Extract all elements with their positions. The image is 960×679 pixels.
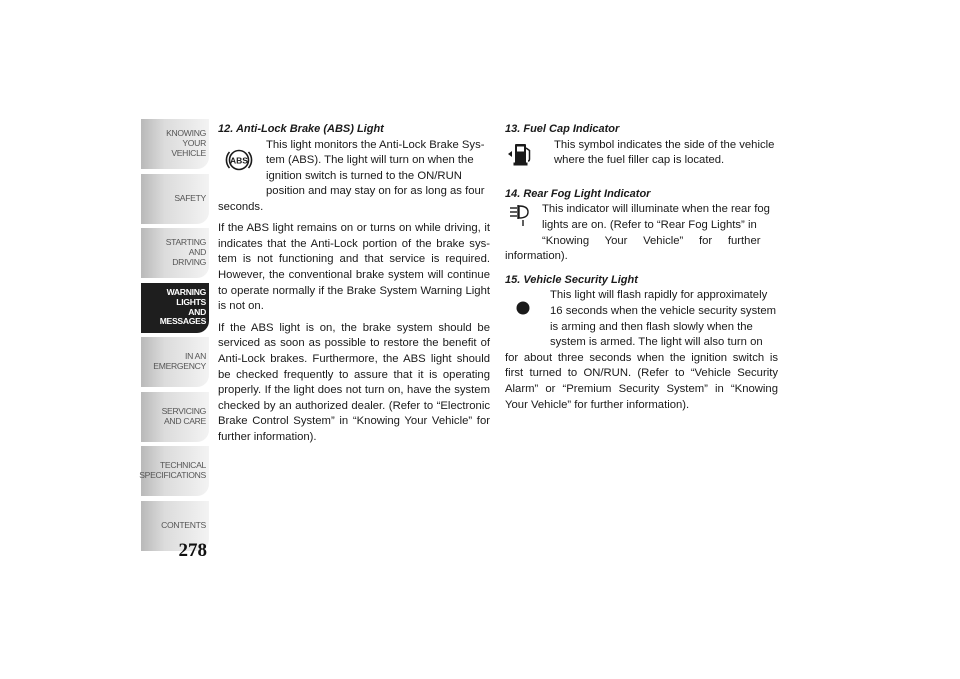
abs-intro-line: ignition switch is turned to the ON/RUN (266, 169, 462, 182)
abs-intro-line: This light monitors the Anti-Lock Brake Sys- (266, 138, 485, 151)
left-column (218, 122, 490, 446)
abs-intro-line: tem (ABS). The light will turn on when the (266, 154, 474, 167)
section-title-rear-fog: 14. Rear Fog Light Indicator (505, 187, 651, 200)
abs-warning-icon (224, 147, 254, 179)
tab-knowing-your-vehicle[interactable] (141, 119, 209, 169)
fuel-cap-line: where the fuel filler cap is located. (554, 154, 725, 167)
tab-label: STARTING AND DRIVING (165, 237, 206, 267)
tab-servicing-and-care[interactable] (141, 392, 209, 442)
fuel-pump-icon (507, 141, 535, 173)
section-title-fuel-cap: 13. Fuel Cap Indicator (505, 123, 620, 135)
security-line: This light will flash rapidly for approximately (550, 289, 768, 302)
security-light-icon (515, 300, 531, 322)
rear-fog-tail: information). (505, 250, 568, 263)
tab-label: CONTENTS (161, 519, 206, 530)
tab-technical-specifications[interactable] (141, 446, 209, 496)
section-title-abs: 12. Anti-Lock Brake (ABS) Light (218, 123, 384, 135)
security-tail: for about three seconds when the ignition switch is first turned to ON/RUN. (Refer to “Vehicle Security Alarm” or “Premium Security System” in “Knowing Your Vehicle” for further information). (505, 351, 778, 411)
abs-paragraph-3: If the ABS light is on, the brake system should be serviced as soon as possible to restore the benefit of Anti-Lock brakes. Furthermore, the ABS light should be checked frequently to assure that it is operating properly. If the light does not turn on, have the system checked by an authorized dealer. (Refer to “Electronic Brake Control System” in “Knowing Your Vehicle” for further information). (218, 321, 490, 443)
abs-intro (218, 138, 490, 200)
rear-fog-light-icon (508, 203, 532, 233)
section-title-security: 15. Vehicle Security Light (505, 273, 638, 286)
rear-fog-line: “Knowing Your Vehicle” for further (542, 234, 761, 247)
tab-safety[interactable] (141, 174, 209, 224)
tab-warning-lights-and-messages[interactable] (141, 283, 209, 333)
chapter-tab-bar (141, 119, 209, 555)
tab-in-an-emergency[interactable] (141, 337, 209, 387)
tab-label: SERVICING AND CARE (161, 405, 206, 426)
svg-text:ABS: ABS (230, 155, 248, 166)
rear-fog-line: This indicator will illuminate when the rear fog (542, 203, 770, 216)
rear-fog-line: lights are on. (Refer to “Rear Fog Lights” in (542, 218, 757, 231)
abs-intro-line: position and may stay on for as long as four (266, 185, 485, 198)
security-line: 16 seconds when the vehicle security system (550, 304, 777, 317)
tab-starting-and-driving[interactable] (141, 228, 209, 278)
security-text (505, 288, 778, 350)
abs-intro-tail: seconds. (218, 200, 264, 213)
tab-label: WARNING LIGHTS AND MESSAGES (159, 286, 206, 327)
security-line: system is armed. The light will also turn on (550, 336, 763, 349)
right-column (505, 122, 778, 413)
spacer (505, 169, 778, 187)
tab-label: TECHNICAL SPECIFICATIONS (139, 460, 206, 480)
fuel-cap-text (505, 138, 778, 169)
fuel-cap-line: This symbol indicates the side of the vehicle (554, 138, 775, 151)
page-number: 278 (178, 540, 207, 561)
tab-label: SAFETY (174, 192, 206, 203)
rear-fog-text (505, 202, 778, 249)
spacer (505, 265, 778, 273)
tab-label: KNOWING YOUR VEHICLE (166, 128, 206, 158)
abs-paragraph-2: If the ABS light remains on or turns on while driving, it indicates that the Anti-Lock portion of the brake sys-tem is not functioning and that service is required. However, the conventional brake system will continue to operate normally if the Brake System Warning Light is not on. (218, 222, 490, 313)
security-line: is arming and then flash slowly when the (550, 320, 753, 333)
tab-label: IN AN EMERGENCY (153, 351, 206, 371)
